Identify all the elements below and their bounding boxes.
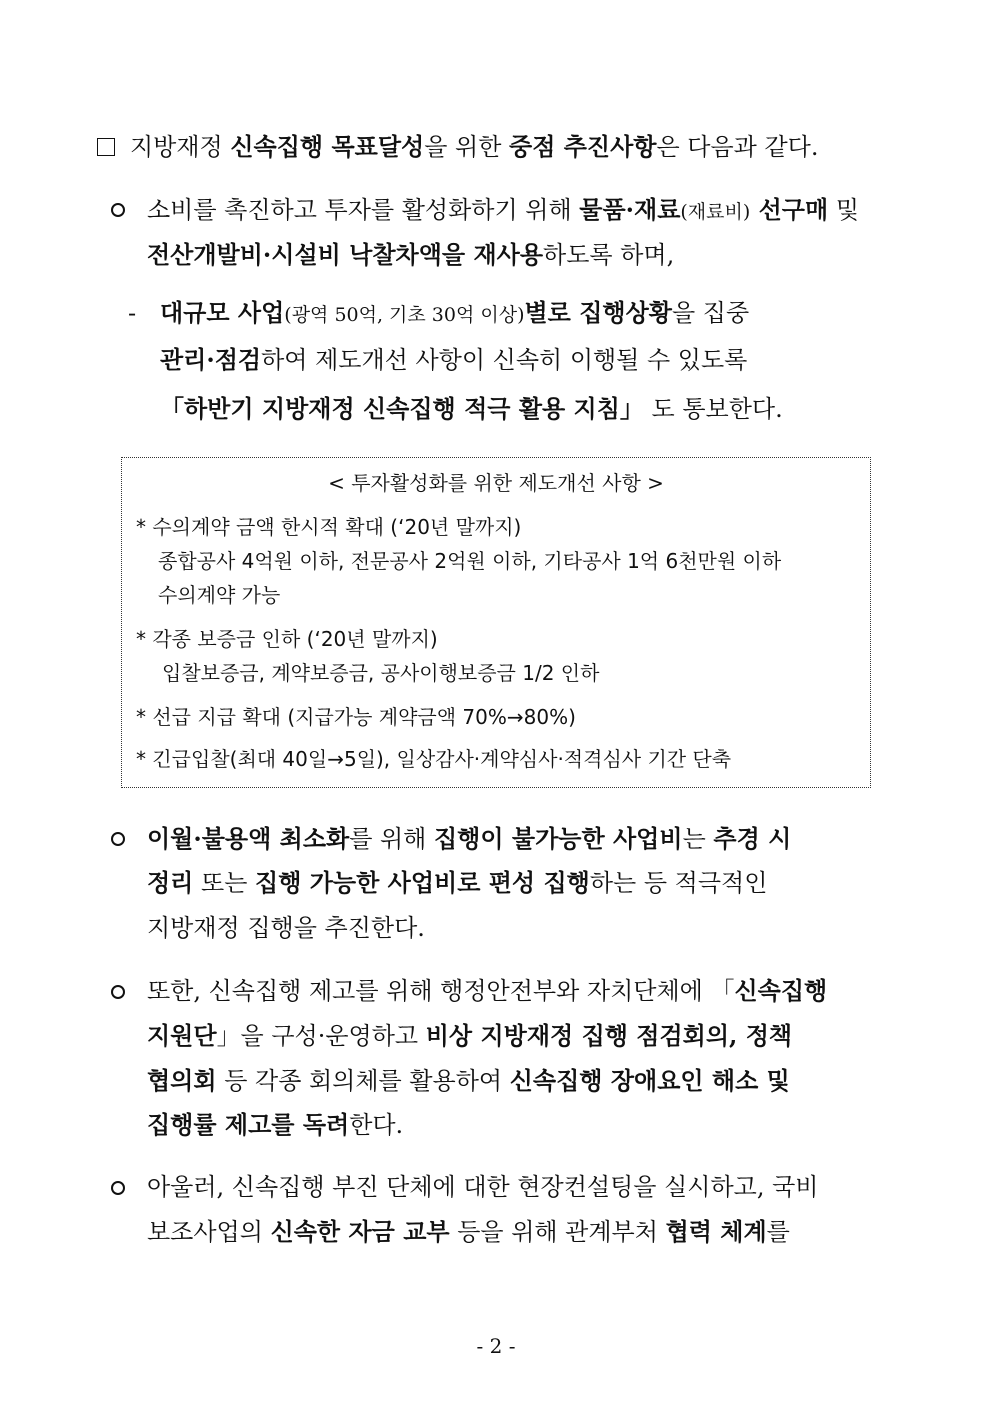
bullet1-line1 [147,195,897,227]
bold-text: 지원단 [147,1021,217,1050]
bold-text: 신속집행 장애요인 해소 및 [509,1066,790,1095]
bold-text: 신속집행 목표달성 [230,132,425,161]
text: 을 집중 [671,299,750,327]
circle-bullet-icon [111,832,125,846]
bold-text: 대규모 사업 [160,298,285,327]
small-text: (재료비) [680,201,751,223]
dash-line1 [160,298,873,330]
bold-text: 이월·불용액 최소화 [147,824,350,853]
text: 도 통보한다. [651,395,783,423]
bold-text: 협력 체계 [665,1217,767,1246]
bold-text: 별로 집행상황 [524,298,672,327]
bullet2-line3: 지방재정 집행을 추진한다. [147,914,425,942]
box-item-sub: 종합공사 4억원 이하, 전문공사 2억원 이하, 기타공사 1억 6천만원 이하 [158,549,782,573]
text: 또는 [193,869,256,897]
bullet2-line2 [147,868,897,898]
bold-text: 집행이 불가능한 사업비 [434,824,683,853]
bullet3-line4 [147,1110,403,1140]
bullet3-line2 [147,1021,897,1051]
box-item-head: * 선급 지급 확대 (지급가능 계약금액 70%→80%) [136,705,576,729]
circle-bullet-icon [111,1181,125,1195]
box-title: < 투자활성화를 위한 제도개선 사항 > [328,471,664,495]
text: 을 위한 [424,133,510,161]
small-text: (광역 50억, 기초 30억 이상) [284,304,525,326]
bold-text: 신속한 자금 교부 [270,1217,450,1246]
text: 한다. [349,1111,404,1139]
text: 및 [828,196,860,224]
bold-text: 신속집행 [734,976,828,1005]
bullet3-line3 [147,1066,897,1096]
bold-text: 협의회 [147,1066,217,1095]
text: 등을 위해 관계부처 [449,1218,666,1246]
bullet4-line2 [147,1217,897,1247]
text: 는 [682,825,714,853]
bold-text: 물품·재료 [579,195,681,224]
bold-text: 중점 추진사항 [509,132,657,161]
policy-box [121,457,871,788]
bullet2-line1 [147,824,897,854]
bold-text: 전산개발비·시설비 낙찰차액을 재사용 [147,240,544,269]
bullet1-line2 [147,240,674,270]
text: 」을 구성·운영하고 [216,1022,426,1050]
dash-line3 [160,394,783,424]
bold-text: 「하반기 지방재정 신속집행 적극 활용 지침」 [160,394,644,423]
text: 지방재정 [130,133,231,161]
text: 하도록 하며, [543,241,675,269]
circle-bullet-icon [111,985,125,999]
text: 등 각종 회의체를 활용하여 [216,1067,510,1095]
bold-text: 선구매 [750,195,829,224]
text: 보조사업의 [147,1218,271,1246]
bold-text: 정리 [147,868,194,897]
bullet4-line1: 아울러, 신속집행 부진 단체에 대한 현장컨설팅을 실시하고, 국비 [147,1173,819,1201]
box-item-head: * 긴급입찰(최대 40일→5일), 일상감사·계약심사·적격심사 기간 단축 [136,747,732,771]
box-item-head: * 수의계약 금액 한시적 확대 (‘20년 말까지) [136,515,522,539]
dash-marker: - [128,299,137,327]
page-number: - 2 - [476,1334,516,1358]
text: 를 [766,1218,790,1246]
bold-text: 관리·점검 [160,345,262,374]
text: 은 다음과 같다. [656,133,819,161]
box-item-sub: 수의계약 가능 [158,583,281,607]
text: 또한, 신속집행 제고를 위해 행정안전부와 자치단체에 「 [147,977,735,1005]
checkbox-square-icon [97,138,115,156]
text: 하는 등 적극적인 [589,869,768,897]
bold-text: 집행률 제고를 독려 [147,1110,350,1139]
text: 를 위해 [349,825,434,853]
circle-bullet-icon [111,203,125,217]
text: 소비를 촉진하고 투자를 활성화하기 위해 [147,196,580,224]
bold-text: 집행 가능한 사업비로 편성 집행 [255,868,590,897]
dash-line2 [160,345,873,375]
box-item-sub: 입찰보증금, 계약보증금, 공사이행보증금 1/2 인하 [162,661,600,685]
box-item-head: * 각종 보증금 인하 (‘20년 말까지) [136,627,438,651]
bold-text: 추경 시 [713,824,792,853]
bullet3-line1 [147,976,897,1006]
text: 하여 제도개선 사항이 신속히 이행될 수 있도록 [261,346,748,374]
bold-text: 비상 지방재정 집행 점검회의, 정책 [425,1021,793,1050]
intro-line [130,132,877,162]
